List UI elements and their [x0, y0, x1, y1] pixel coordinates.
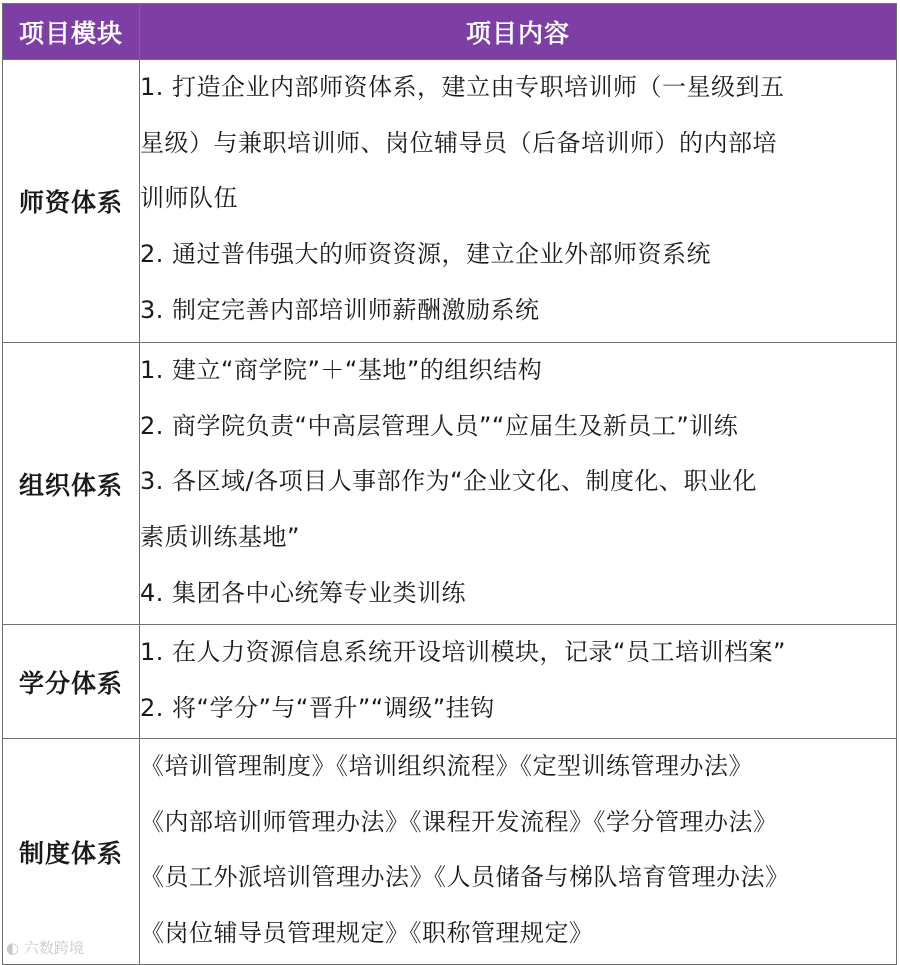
module-cell: 组织体系 — [3, 343, 140, 625]
content-line: 1. 建立“商学院”＋“基地”的组织结构 — [140, 356, 543, 384]
header-row — [3, 4, 897, 60]
watermark-text: 六数跨境 — [23, 939, 84, 957]
content-line: 3. 各区域/各项目人事部作为“企业文化、制度化、职业化 — [140, 467, 758, 496]
content-line: 2. 商学院负责“中高层管理人员”“应届生及新员工”训练 — [140, 411, 739, 440]
content-cell — [140, 625, 897, 739]
content-line: 素质训练基地” — [140, 523, 300, 552]
table-row — [3, 625, 897, 739]
content-line: 1. 打造企业内部师资体系，建立由专职培训师（一星级到五 — [140, 73, 785, 101]
table-row — [3, 60, 897, 343]
content-line: 《内部培训师管理办法》《课程开发流程》《学分管理办法》 — [140, 807, 778, 836]
content-line: 2. 将“学分”与“晋升”“调级”挂钩 — [140, 693, 495, 722]
module-cell: 制度体系 — [3, 739, 140, 965]
content-line: 4. 集团各中心统筹专业类训练 — [140, 578, 467, 607]
content-cell — [140, 739, 897, 965]
header-module: 项目模块 — [3, 4, 140, 60]
table-row — [3, 343, 897, 625]
header-content: 项目内容 — [140, 4, 897, 60]
content-line: 3. 制定完善内部培训师薪酬激励系统 — [140, 295, 540, 324]
module-cell: 学分体系 — [3, 625, 140, 739]
content-line: 2. 通过普伟强大的师资资源，建立企业外部师资系统 — [140, 240, 712, 269]
content-line: 《员工外派培训管理办法》《人员储备与梯队培育管理办法》 — [140, 863, 790, 892]
watermark-logo-icon: ◐ — [6, 939, 24, 957]
content-line: 《岗位辅导员管理规定》《职称管理规定》 — [140, 919, 594, 948]
watermark — [6, 937, 84, 958]
module-cell: 师资体系 — [3, 60, 140, 343]
content-line: 《培训管理制度》《培训组织流程》《定型训练管理办法》 — [140, 752, 753, 780]
content-line: 1. 在人力资源信息系统开设培训模块，记录“员工培训档案” — [140, 638, 786, 666]
content-cell — [140, 343, 897, 625]
content-table — [2, 3, 897, 965]
content-cell — [140, 60, 897, 343]
content-line: 星级）与兼职培训师、岗位辅导员（后备培训师）的内部培 — [140, 128, 777, 157]
content-line: 训师队伍 — [140, 184, 238, 213]
table-row — [3, 739, 897, 965]
